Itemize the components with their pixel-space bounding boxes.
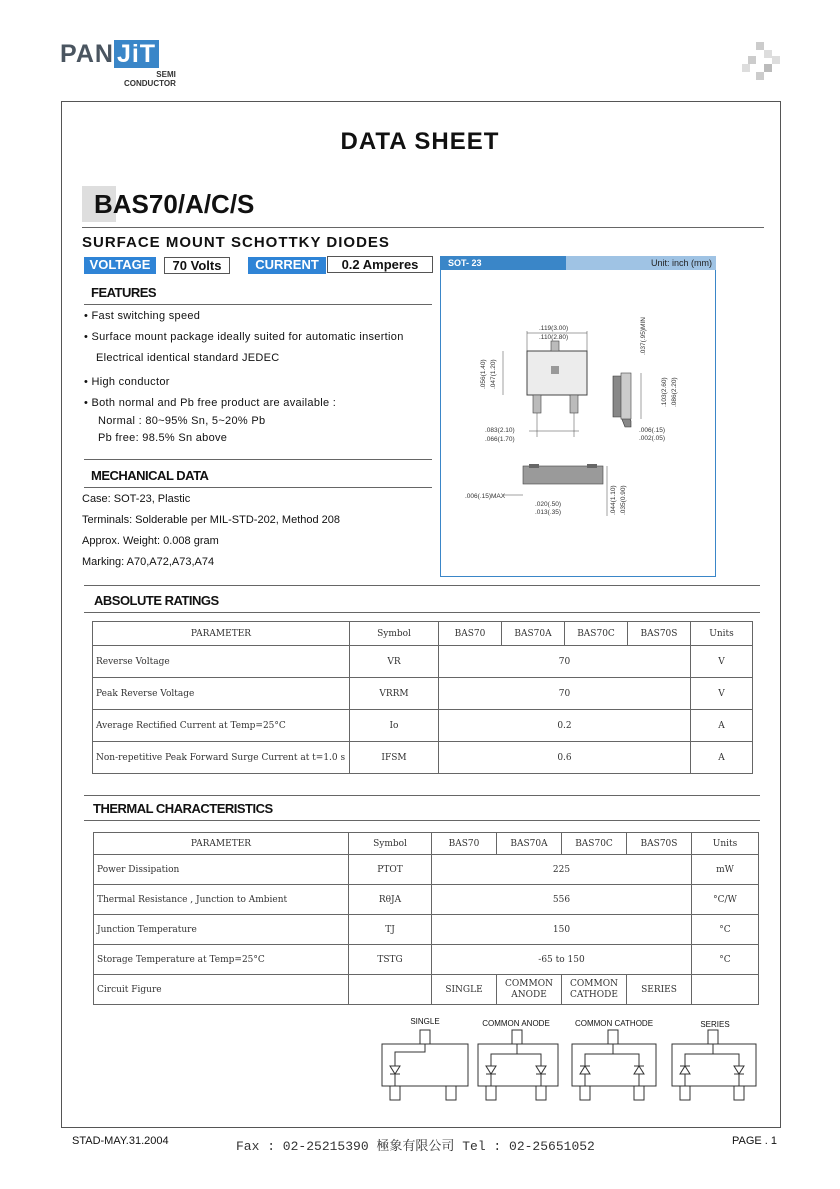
circuit-label-common-cathode: COMMON CATHODE [574, 1019, 654, 1028]
logo-sub-line1: SEMI [156, 70, 176, 79]
symbol-cell: VR [350, 646, 439, 678]
header-cell: PARAMETER [94, 833, 349, 855]
header-cell: Symbol [349, 833, 432, 855]
feature-item: • Fast switching speed [84, 310, 201, 322]
header-cell: BAS70C [565, 622, 628, 646]
dim-label: .119(3.00) [539, 325, 569, 332]
dim-label: .047(1.20) [490, 359, 497, 389]
current-value: 0.2 Amperes [327, 256, 433, 273]
table-row [94, 915, 759, 945]
circuit-cell-line: COMMON [570, 978, 618, 989]
param-cell: Circuit Figure [94, 975, 349, 1005]
param-cell: Thermal Resistance , Junction to Ambient [94, 885, 349, 915]
footer-doc-code: STAD-MAY.31.2004 [72, 1135, 169, 1147]
value-cell: 70 [439, 646, 691, 678]
circuit-cell: SERIES [627, 975, 692, 1005]
mechanical-heading: MECHANICAL DATA [91, 468, 209, 483]
checker-decoration-icon [742, 42, 780, 80]
mechanical-item: Approx. Weight: 0.008 gram [82, 535, 219, 547]
dim-label: .083(2.10) [485, 427, 515, 434]
table-row [93, 742, 753, 774]
feature-item: Pb free: 98.5% Sn above [98, 432, 228, 444]
circuit-cell-line: ANODE [511, 989, 547, 1000]
dim-label: .035(0.90) [620, 485, 627, 515]
symbol-cell: IFSM [350, 742, 439, 774]
features-heading: FEATURES [91, 285, 157, 300]
value-cell: -65 to 150 [432, 945, 692, 975]
logo-text: PAN [60, 40, 114, 68]
package-outline-drawing [441, 271, 715, 576]
thermal-table [93, 832, 759, 1005]
circuit-cell [562, 975, 627, 1005]
feature-item: • High conductor [84, 376, 170, 388]
symbol-cell: RθJA [349, 885, 432, 915]
absolute-ratings-heading: ABSOLUTE RATINGS [94, 593, 219, 608]
unit-cell: A [691, 742, 753, 774]
divider [84, 487, 432, 488]
header-cell: PARAMETER [93, 622, 350, 646]
feature-item: Electrical identical standard JEDEC [96, 352, 280, 364]
value-cell: 70 [439, 678, 691, 710]
feature-item: • Both normal and Pb free product are available : [84, 397, 337, 409]
dim-label: .013(.35) [535, 509, 562, 516]
header-cell: BAS70A [497, 833, 562, 855]
param-cell: Reverse Voltage [93, 646, 350, 678]
dim-label: .066(1.70) [485, 436, 515, 443]
single-circuit-icon [382, 1030, 468, 1100]
header-cell: BAS70 [432, 833, 497, 855]
header-cell: Units [691, 622, 753, 646]
footer-page-number: PAGE . 1 [732, 1135, 778, 1147]
feature-item: Normal : 80~95% Sn, 5~20% Pb [98, 415, 266, 427]
unit-cell: °C/W [692, 885, 759, 915]
param-cell: Non-repetitive Peak Forward Surge Current at t=1.0 s [93, 742, 350, 774]
model-number: BAS70/A/C/S [94, 189, 255, 219]
current-label: CURRENT [248, 257, 326, 274]
header-cell: BAS70S [627, 833, 692, 855]
value-cell: 150 [432, 915, 692, 945]
table-row [93, 710, 753, 742]
divider [82, 227, 764, 228]
symbol-cell: PTOT [349, 855, 432, 885]
mechanical-item: Terminals: Solderable per MIL-STD-202, Method 208 [82, 514, 341, 526]
table-header-row [93, 622, 753, 646]
feature-item: • Surface mount package ideally suited for automatic insertion [84, 331, 404, 343]
dim-label: .006(.15) [639, 427, 666, 434]
logo-subtitle [124, 70, 176, 88]
voltage-value: 70 Volts [164, 257, 230, 274]
page-title: DATA SHEET [340, 128, 500, 155]
param-cell: Storage Temperature at Temp=25°C [94, 945, 349, 975]
mechanical-item: Marking: A70,A72,A73,A74 [82, 556, 215, 568]
symbol-cell: VRRM [350, 678, 439, 710]
package-unit: Unit: inch (mm) [650, 258, 712, 268]
value-cell: 556 [432, 885, 692, 915]
circuit-label-common-anode: COMMON ANODE [482, 1019, 550, 1028]
dim-label: .110(2.80) [539, 334, 569, 341]
header-cell: BAS70C [562, 833, 627, 855]
common-cathode-circuit-icon [572, 1030, 656, 1100]
table-header-row [94, 833, 759, 855]
header-cell: BAS70S [628, 622, 691, 646]
dim-label: .020(.50) [535, 501, 562, 508]
table-row [94, 975, 759, 1005]
header-cell: Units [692, 833, 759, 855]
unit-cell: °C [692, 945, 759, 975]
logo-sub-line2: CONDUCTOR [124, 79, 176, 88]
divider [84, 612, 760, 613]
dim-label: .103(2.60) [661, 377, 668, 407]
product-subtitle: SURFACE MOUNT SCHOTTKY DIODES [82, 234, 390, 251]
unit-cell: mW [692, 855, 759, 885]
table-row [93, 678, 753, 710]
mechanical-item: Case: SOT-23, Plastic [82, 493, 191, 505]
circuit-cell [497, 975, 562, 1005]
unit-cell: V [691, 646, 753, 678]
param-cell: Average Rectified Current at Temp=25°C [93, 710, 350, 742]
dim-label: .044(1.10) [610, 485, 617, 515]
header-cell: BAS70A [502, 622, 565, 646]
table-row [93, 646, 753, 678]
circuit-cell-line: CATHODE [570, 989, 618, 1000]
unit-cell: A [691, 710, 753, 742]
circuit-cell: SINGLE [432, 975, 497, 1005]
symbol-cell: TSTG [349, 945, 432, 975]
absolute-ratings-table [92, 621, 753, 774]
value-cell: 0.2 [439, 710, 691, 742]
table-row [94, 945, 759, 975]
value-cell: 225 [432, 855, 692, 885]
table-row [94, 855, 759, 885]
header-cell: Symbol [350, 622, 439, 646]
divider [84, 304, 432, 305]
dim-label: .002(.05) [639, 435, 666, 442]
circuit-figures-diagram [380, 1028, 760, 1104]
dim-label: .037(.95)MIN [640, 317, 647, 355]
table-row [94, 885, 759, 915]
circuit-label-single: SINGLE [410, 1017, 440, 1026]
dim-label: .006(.15)MAX [465, 493, 506, 500]
thermal-heading: THERMAL CHARACTERISTICS [93, 801, 273, 816]
circuit-cell-line: COMMON [505, 978, 553, 989]
symbol-cell: Io [350, 710, 439, 742]
header-cell: BAS70 [439, 622, 502, 646]
divider [84, 795, 760, 796]
footer-contact: Fax : 02-25215390 極象有限公司 Tel : 02-25651052 [236, 1139, 595, 1154]
dim-label: .086(2.20) [671, 377, 678, 407]
dim-label: .056(1.40) [480, 359, 487, 389]
package-name: SOT- 23 [440, 256, 566, 270]
empty-cell [349, 975, 432, 1005]
series-circuit-icon [672, 1030, 756, 1100]
voltage-label: VOLTAGE [84, 257, 156, 274]
param-cell: Peak Reverse Voltage [93, 678, 350, 710]
divider [84, 459, 432, 460]
value-cell: 0.6 [439, 742, 691, 774]
common-anode-circuit-icon [478, 1030, 558, 1100]
unit-cell: V [691, 678, 753, 710]
brand-logo [60, 40, 159, 69]
unit-cell: °C [692, 915, 759, 945]
circuit-label-series: SERIES [700, 1020, 730, 1029]
logo-accent-text: JiT [114, 40, 159, 68]
param-cell: Power Dissipation [94, 855, 349, 885]
param-cell: Junction Temperature [94, 915, 349, 945]
divider [84, 585, 760, 586]
divider [84, 820, 760, 821]
symbol-cell: TJ [349, 915, 432, 945]
empty-cell [692, 975, 759, 1005]
